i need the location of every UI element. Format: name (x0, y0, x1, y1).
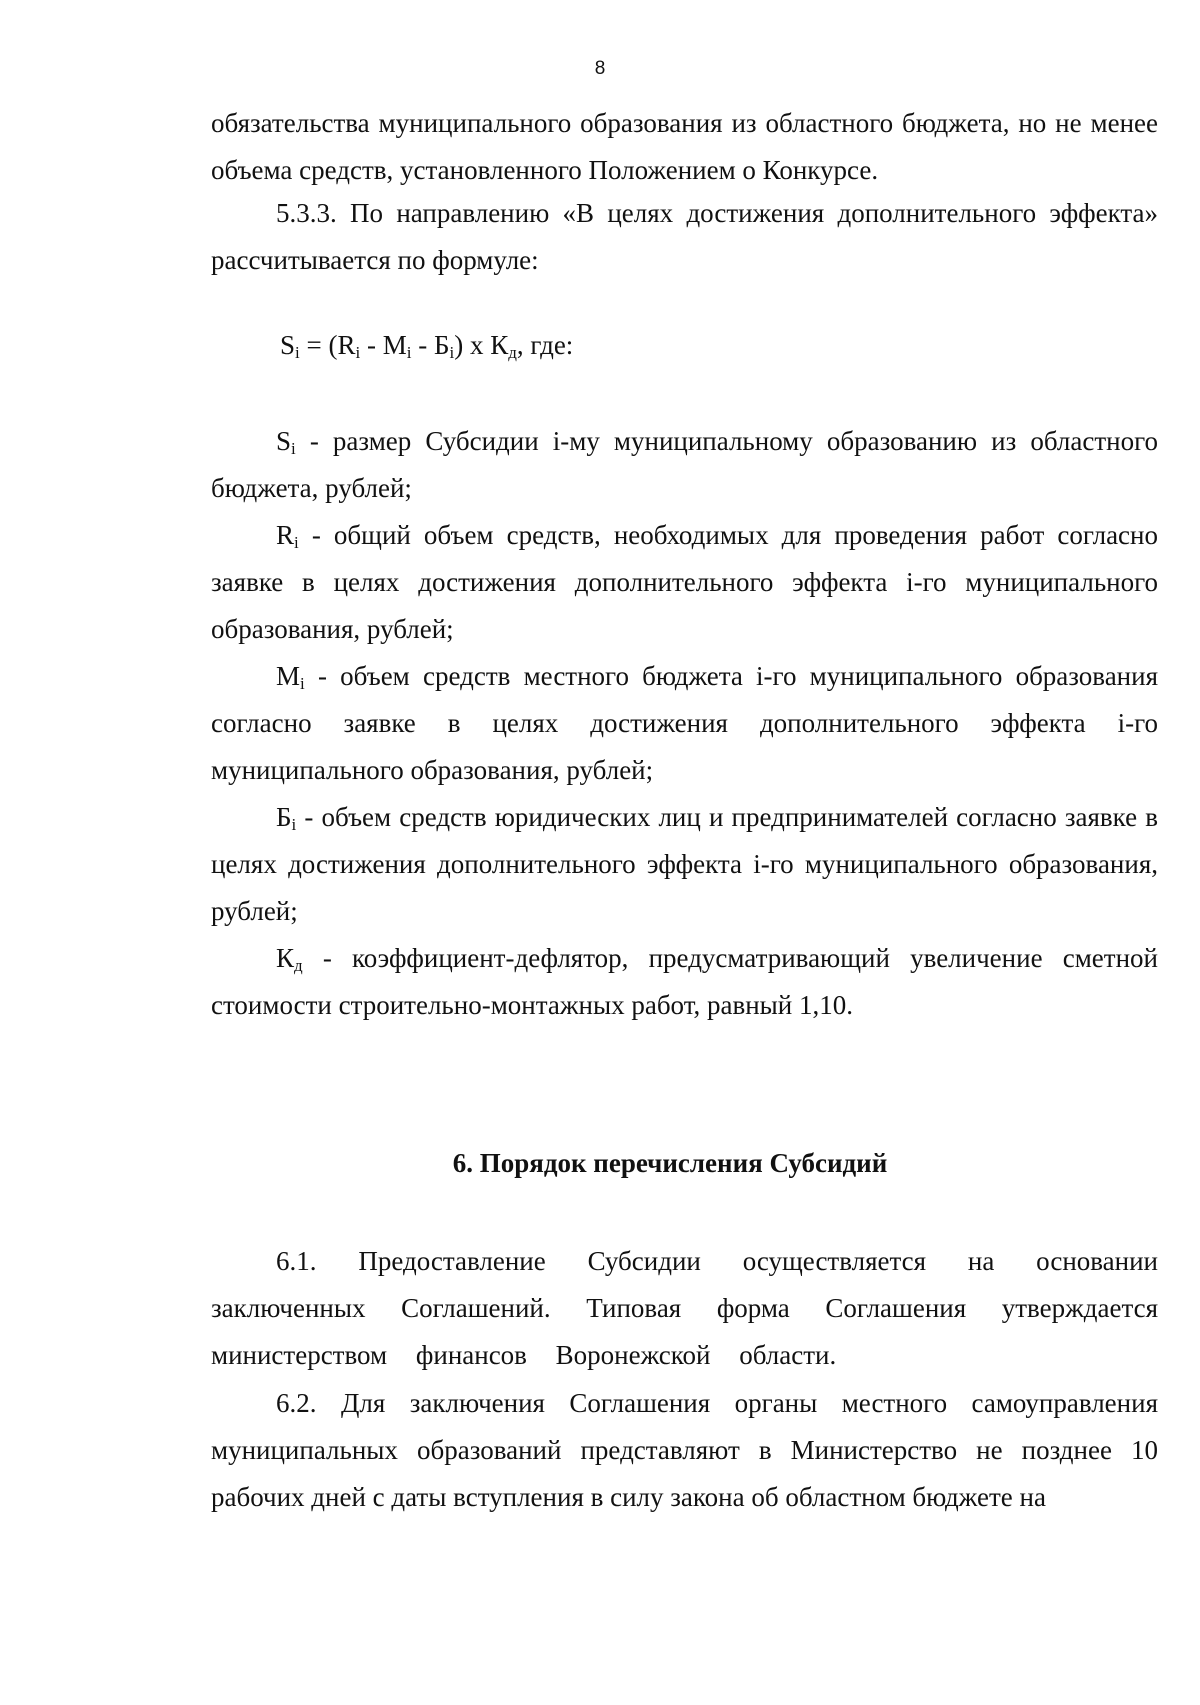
paragraph-6-2 (211, 1380, 1158, 1521)
definition-list (211, 418, 1158, 1029)
item-5-3-3-text: 5.3.3. По направлению «В целях достижения дополнительного эффекта» рассчитывается по формуле: (211, 198, 1158, 275)
continuation-text: обязательства муниципального образования из областного бюджета, но не менее объема средств, установленного Положением о Конкурсе. (211, 108, 1158, 185)
subsidy-formula: $S_i = (R_i - M_i - Б_i)$ х $К_д$, где: (280, 330, 574, 362)
definition-k: $К_д$ - коэффициент-дефлятор, предусматривающий увеличение сметной стоимости строительно-монтажных работ, равный 1,10. (211, 943, 1158, 1020)
definition-m: $M_i$ - объем средств местного бюджета i-го муниципального образования согласно заявке в целях достижения дополнительного эффекта i-го муниципального образования, рублей; (211, 661, 1158, 785)
paragraph-6-1 (211, 1238, 1158, 1379)
definition-r: $R_i$ - общий объем средств, необходимых для проведения работ согласно заявке в целях достижения дополнительного эффекта i-го муниципального образования, рублей; (211, 520, 1158, 644)
item-6-1-text: 6.1. Предоставление Субсидии осуществляется на основании заключенных Соглашений. Типовая форма Соглашения утверждается министерством финансов Воронежской области. (211, 1246, 1158, 1370)
paragraph-5-3-3 (211, 190, 1158, 284)
page-number: 8 (594, 58, 606, 79)
section-heading: 6. Порядок перечисления Субсидий (452, 1148, 888, 1178)
definition-b: $Б_i$ - объем средств юридических лиц и предпринимателей согласно заявке в целях достижения дополнительного эффекта i-го муниципального образования, рублей; (211, 802, 1158, 926)
definition-s: $S_i$ - размер Субсидии i-му муниципальному образованию из областного бюджета, рублей; (211, 426, 1158, 503)
paragraph-continuation (211, 100, 1158, 194)
item-6-2-text: 6.2. Для заключения Соглашения органы местного самоуправления муниципальных образований представляют в Министерство не позднее 10 рабочих дней с даты вступления в силу закона об областном бюджете на (211, 1388, 1158, 1512)
